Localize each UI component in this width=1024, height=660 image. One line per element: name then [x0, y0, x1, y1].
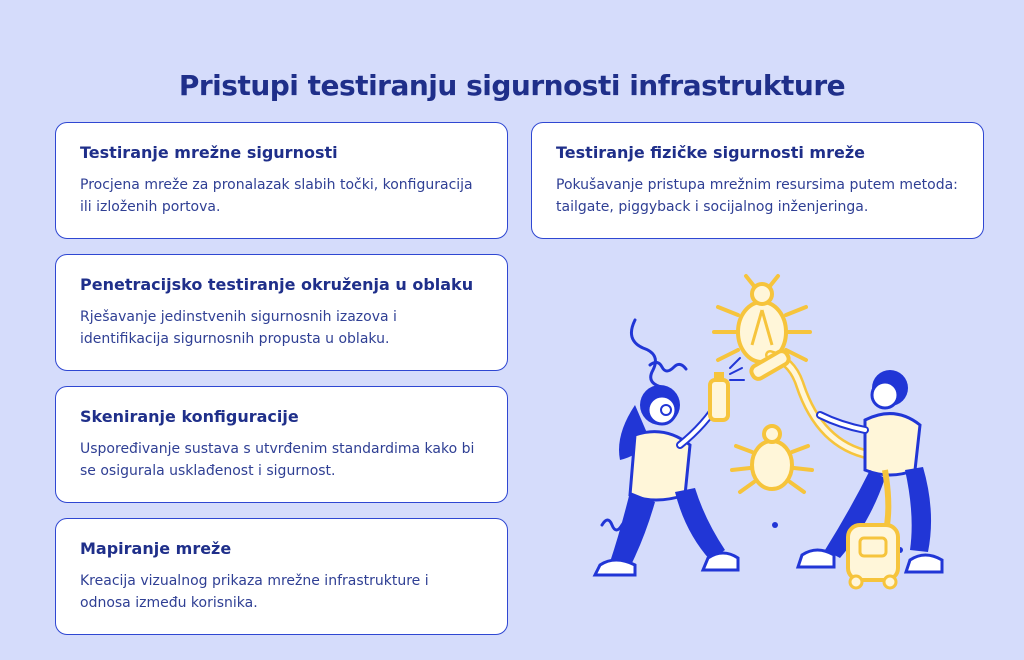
card-title: Penetracijsko testiranje okruženja u oblaku	[80, 275, 474, 294]
card-configuration-scanning	[55, 386, 508, 503]
card-title: Skeniranje konfiguracije	[80, 407, 299, 426]
page-title: Pristupi testiranju sigurnosti infrastrukture	[178, 68, 846, 102]
card-title: Mapiranje mreže	[80, 539, 232, 558]
bug-icon	[732, 426, 812, 492]
card-text: Procjena mreže za pronalazak slabih točki, konfiguracija ili izloženih portova.	[80, 177, 473, 215]
card-title: Testiranje mrežne sigurnosti	[80, 143, 338, 162]
card-network-mapping	[55, 518, 508, 635]
card-text: Rješavanje jedinstvenih sigurnosnih izazova i identifikacija sigurnosnih propusta u oblaku.	[80, 309, 397, 347]
card-text: Uspoređivanje sustava s utvrđenim standardima kako bi se osigurala usklađenost i sigurnost.	[80, 441, 475, 479]
card-title: Testiranje fizičke sigurnosti mreže	[556, 143, 865, 162]
squiggle-icon	[631, 320, 665, 388]
bug-icon	[714, 276, 810, 362]
person-spraying-icon	[595, 358, 744, 575]
card-cloud-penetration-testing	[55, 254, 508, 371]
card-physical-security-testing	[531, 122, 984, 239]
bug-hunting-illustration	[580, 270, 960, 610]
card-text: Pokušavanje pristupa mrežnim resursima putem metoda: tailgate, piggyback i socijalnog inženjeringa.	[556, 177, 958, 215]
card-network-security-testing	[55, 122, 508, 239]
card-text: Kreacija vizualnog prikaza mrežne infrastrukture i odnosa između korisnika.	[80, 573, 429, 611]
person-vacuuming-icon	[798, 370, 942, 588]
